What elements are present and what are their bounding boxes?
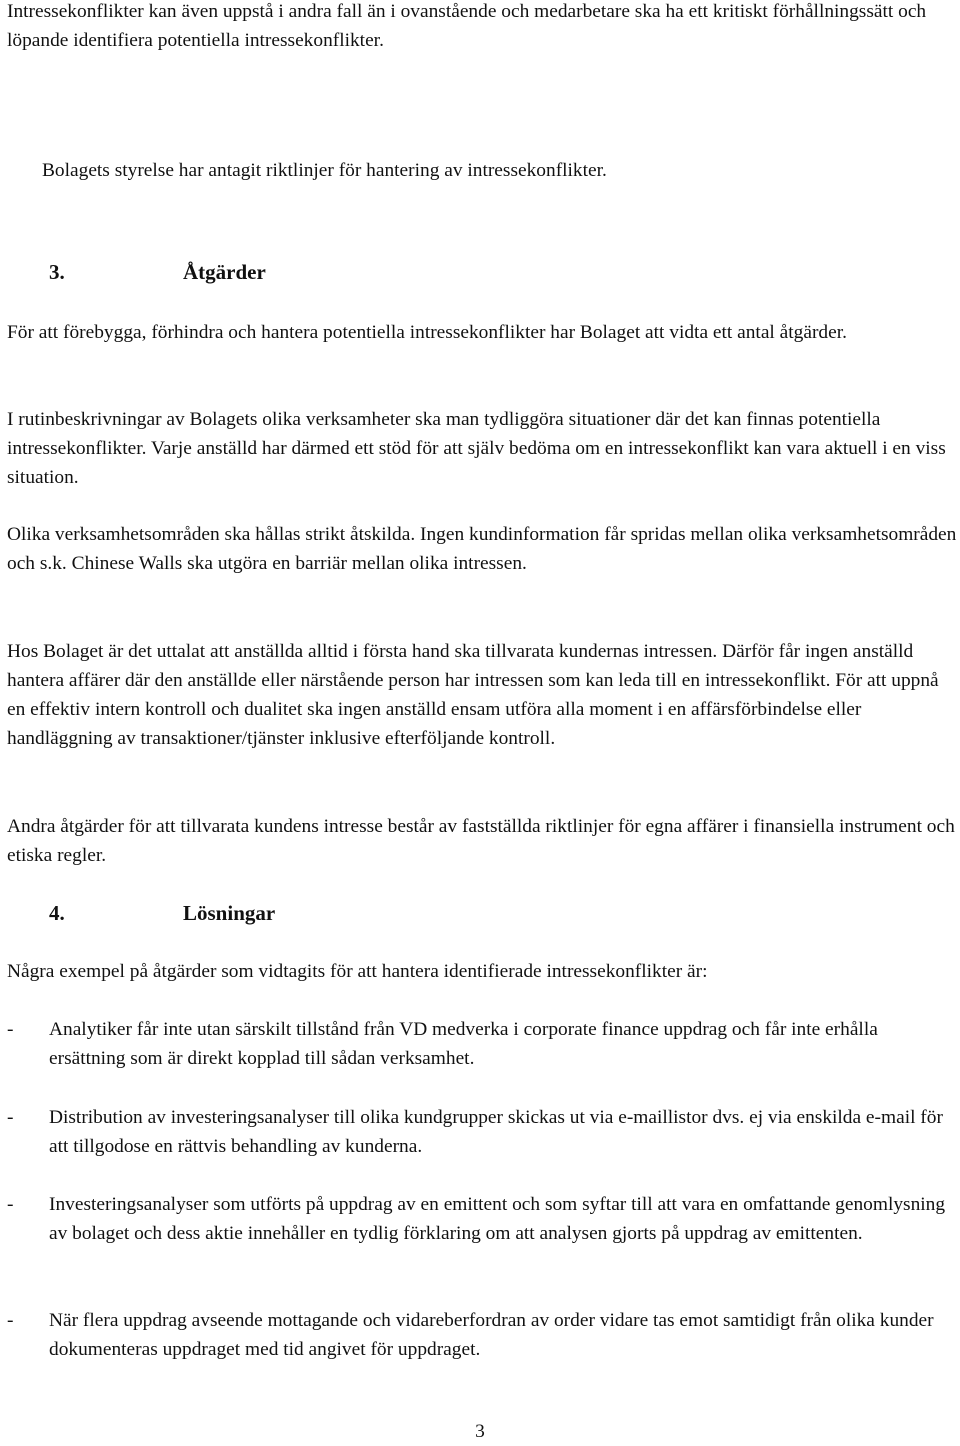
- section-3-heading: [49, 258, 449, 287]
- section-3-paragraph-4: Hos Bolaget är det uttalat att anställda alltid i första hand ska tillvarata kundernas intressen. Därför får ingen anställd hantera affärer där den anställde eller närstående person har intressen som kan leda till en intressekonflikt. För att uppnå en effektiv intern kontroll och dualitet ska ingen anställd ensam utföra alla moment i en affärsförbindelse eller handläggning av transaktioner/tjänster inklusive efterföljande kontroll.: [7, 641, 939, 749]
- bullet-marker: -: [7, 1194, 14, 1215]
- policy-paragraph: Bolagets styrelse har antagit riktlinjer för hantering av intressekonflikter.: [42, 160, 607, 181]
- section-4-intro: Några exempel på åtgärder som vidtagits för att hantera identifierade intressekonflikter är:: [7, 961, 708, 982]
- section-4-number: 4.: [49, 901, 65, 925]
- page-number: 3: [475, 1421, 485, 1442]
- bullet-marker: -: [7, 1019, 14, 1040]
- section-3-paragraph-2: I rutinbeskrivningar av Bolagets olika verksamheter ska man tydliggöra situationer där det kan finnas potentiella intressekonflikter. Varje anställd har därmed ett stöd för att själv bedöma om en intressekonflikt kan vara aktuell i en viss situation.: [7, 409, 946, 488]
- list-item-text: Investeringsanalyser som utförts på uppdrag av en emittent och som syftar till att vara en omfattande genomlysning av bolaget och dess aktie innehåller en tydlig förklaring om att analysen gjorts på uppdrag av emittenten.: [49, 1194, 946, 1244]
- section-3-title: Åtgärder: [183, 260, 266, 284]
- list-item-text: Analytiker får inte utan särskilt tillstånd från VD medverka i corporate finance uppdrag och får inte erhålla ersättning som är direkt kopplad till sådan verksamhet.: [49, 1019, 878, 1069]
- list-item: [7, 1190, 959, 1280]
- section-3-paragraph-5: Andra åtgärder för att tillvarata kundens intresse består av fastställda riktlinjer för egna affärer i finansiella instrument och etiska regler.: [7, 816, 955, 866]
- section-3-paragraph-3: Olika verksamhetsområden ska hållas strikt åtskilda. Ingen kundinformation får spridas mellan olika verksamhetsområden och s.k. Chinese Walls ska utgöra en barriär mellan olika intressen.: [7, 524, 957, 574]
- section-3-paragraph-1: För att förebygga, förhindra och hantera potentiella intressekonflikter har Bolaget att vidta ett antal åtgärder.: [7, 322, 847, 343]
- section-4-title: Lösningar: [183, 901, 276, 925]
- list-item: [7, 1015, 959, 1075]
- intro-paragraph: Intressekonflikter kan även uppstå i andra fall än i ovanstående och medarbetare ska ha ett kritiskt förhållningssätt och löpande identifiera potentiella intressekonflikter.: [7, 1, 927, 51]
- list-item-text: Distribution av investeringsanalyser till olika kundgrupper skickas ut via e-maillistor dvs. ej via enskilda e-mail för att tillgodose en rättvis behandling av kunderna.: [49, 1107, 943, 1157]
- list-item-text: När flera uppdrag avseende mottagande och vidareberfordran av order vidare tas emot samtidigt från olika kunder dokumenteras uppdraget med tid angivet för uppdraget.: [49, 1310, 934, 1360]
- list-item: [7, 1103, 959, 1163]
- section-4-heading: [49, 899, 449, 928]
- bullet-marker: -: [7, 1107, 14, 1128]
- bullet-marker: -: [7, 1310, 14, 1331]
- list-item: [7, 1306, 959, 1366]
- section-3-number: 3.: [49, 260, 65, 284]
